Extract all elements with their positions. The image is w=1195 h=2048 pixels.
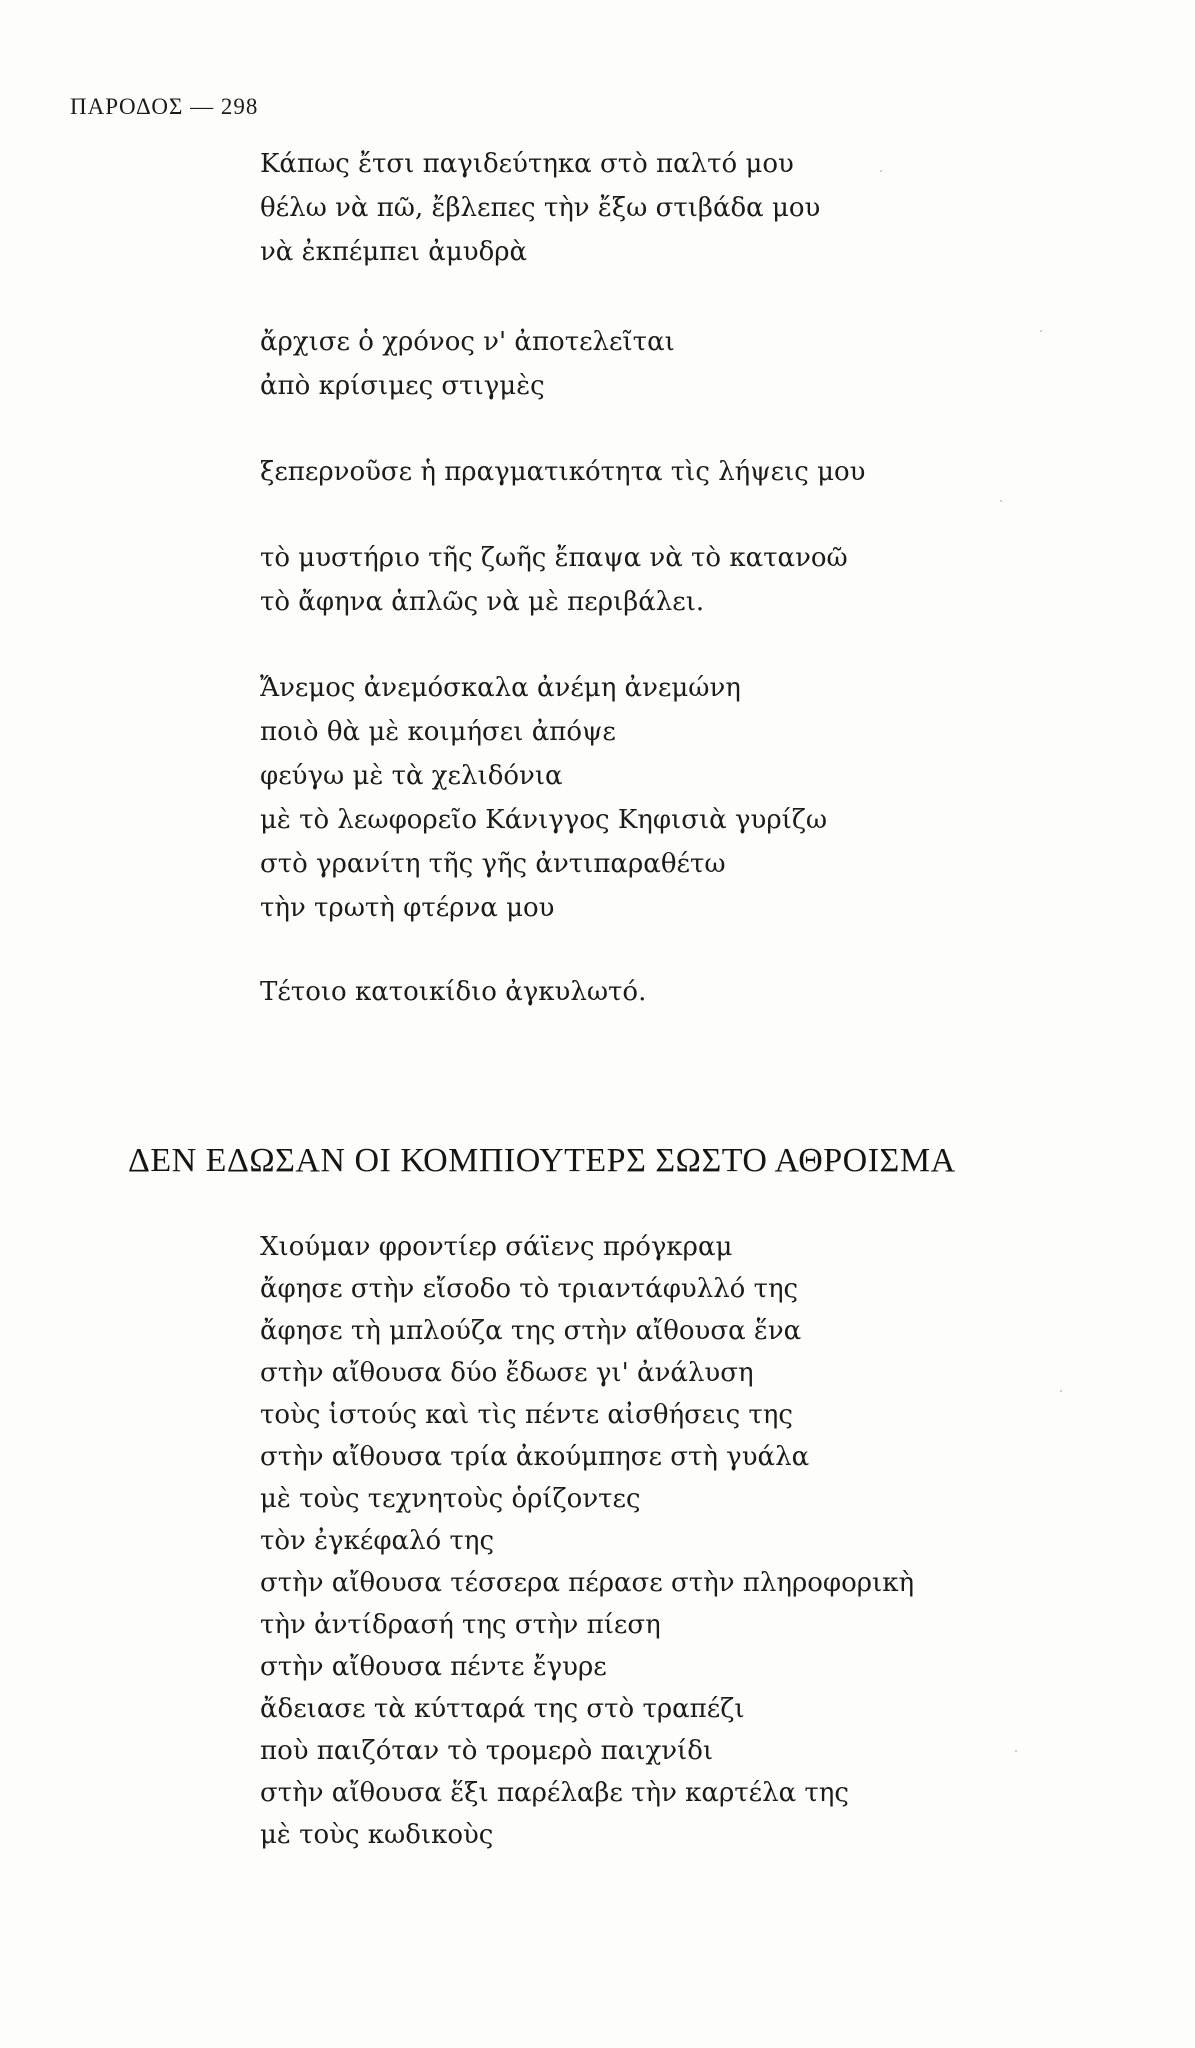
poem1-stanza-2 [260,320,675,408]
poem-line: Χιούμαν φροντίερ σάϊενς πρόγκραμ [260,1232,733,1262]
poem1-stanza-5 [260,666,827,930]
poem-line: στὴν αἴθουσα τρία ἀκούμπησε στὴ γυάλα [260,1442,810,1472]
poem-line: ἄρχισε ὁ χρόνος ν' ἀποτελεῖται [260,327,675,357]
poem-line: Τέτοιο κατοικίδιο ἀγκυλωτό. [260,977,647,1007]
print-speck [1015,1750,1017,1752]
poem-line: ποὺ παιζόταν τὸ τρομερὸ παιχνίδι [260,1736,714,1766]
poem-line: μὲ τοὺς τεχνητοὺς ὁρίζοντες [260,1484,641,1514]
print-speck [1060,1390,1062,1392]
poem-line: στὴν αἴθουσα ἕξι παρέλαβε τὴν καρτέλα της [260,1778,849,1808]
poem1-stanza-4 [260,536,848,624]
print-speck [1040,330,1042,332]
poem1-stanza-1 [260,142,820,274]
poem-line: στὴν αἴθουσα τέσσερα πέρασε στὴν πληροφορικὴ [260,1568,915,1598]
poem-line: ξεπερνοῦσε ἡ πραγματικότητα τὶς λήψεις μου [260,457,866,487]
poem-line: ποιὸ θὰ μὲ κοιμήσει ἀπόψε [260,717,616,747]
poem-line: Κάπως ἔτσι παγιδεύτηκα στὸ παλτό μου [260,149,794,179]
poem-line: τὸ μυστήριο τῆς ζωῆς ἔπαψα νὰ τὸ κατανοῶ [260,543,848,573]
poem-line: τοὺς ἱστούς καὶ τὶς πέντε αἰσθήσεις της [260,1400,793,1430]
running-head: ΠΑΡΟΔΟΣ — 298 [70,94,259,119]
poem-line: ἄφησε τὴ μπλούζα της στὴν αἴθουσα ἕνα [260,1316,802,1346]
poem-line: φεύγω μὲ τὰ χελιδόνια [260,761,563,791]
poem-line: ἄδειασε τὰ κύτταρά της στὸ τραπέζι [260,1694,745,1724]
poem-line: στὴν αἴθουσα πέντε ἔγυρε [260,1652,607,1682]
print-speck [1000,500,1002,502]
poem-line: ἄφησε στὴν εἴσοδο τὸ τριαντάφυλλό της [260,1274,799,1304]
poem-line: Ἄνεμος ἀνεμόσκαλα ἀνέμη ἀνεμώνη [260,673,741,703]
poem-line: μὲ τοὺς κωδικοὺς [260,1820,494,1850]
poem1-stanza-6 [260,970,646,1014]
poem-line: ἀπὸ κρίσιμες στιγμὲς [260,371,545,401]
print-speck [880,170,882,172]
poem-line: τὸ ἄφηνα ἁπλῶς νὰ μὲ περιβάλει. [260,587,705,617]
poem-line: τὸν ἐγκέφαλό της [260,1526,494,1556]
poem-line: τὴν ἀντίδρασή της στὴν πίεση [260,1610,661,1640]
poem1-stanza-3 [260,450,866,494]
poem-line: τὴν τρωτὴ φτέρνα μου [260,893,555,923]
poem-line: θέλω νὰ πῶ, ἔβλεπες τὴν ἔξω στιβάδα μου [260,193,821,223]
poem-line: στὸ γρανίτη τῆς γῆς ἀντιπαραθέτω [260,849,726,879]
poem-line: νὰ ἐκπέμπει ἀμυδρὰ [260,237,528,267]
poem2-body [260,1226,914,1856]
poem-line: μὲ τὸ λεωφορεῖο Κάνιγγος Κηφισιὰ γυρίζω [260,805,828,835]
poem-line: στὴν αἴθουσα δύο ἔδωσε γι' ἀνάλυση [260,1358,754,1388]
poem-title: ΔΕΝ ΕΔΩΣΑΝ ΟΙ ΚΟΜΠΙΟΥΤΕΡΣ ΣΩΣΤΟ ΑΘΡΟΙΣΜΑ [128,1142,956,1179]
